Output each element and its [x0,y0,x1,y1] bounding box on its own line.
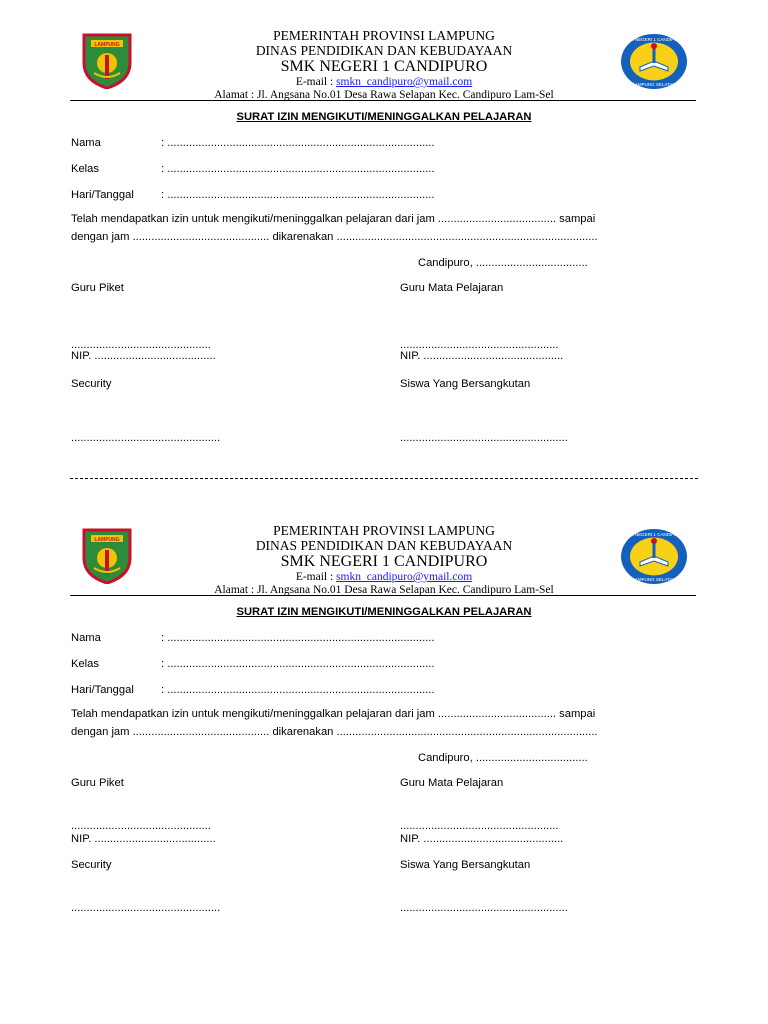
signature-line-guru-mapel: ................................................... [400,820,559,832]
svg-text:LAMPUNG: LAMPUNG [94,537,120,543]
siswa-label: Siswa Yang Bersangkutan [400,378,531,390]
signature-line-security: ................................................ [71,432,221,444]
school-name: SMK NEGERI 1 CANDIPURO [280,553,488,570]
field-label-kelas: Kelas [71,658,99,670]
address-line: Alamat : Jl. Angsana No.01 Desa Rawa Selapan Kec. Candipuro Lam-Sel [214,89,554,101]
nip-guru-mapel: NIP. ............................................. [400,350,564,362]
field-value-kelas: : ...................................................................................... [161,163,435,175]
form-title: SURAT IZIN MENGIKUTI/MENINGGALKAN PELAJARAN [236,111,532,123]
svg-text:SMK NEGERI 1 CANDIPURO: SMK NEGERI 1 CANDIPURO [623,532,685,537]
guru-mapel-label: Guru Mata Pelajaran [400,777,504,789]
form-title: SURAT IZIN MENGIKUTI/MENINGGALKAN PELAJARAN [236,606,532,618]
nip-guru-piket: NIP. ....................................... [71,833,216,845]
statement-line-2: dengan jam ............................................ dikarenakan .................................................................................... [71,231,598,243]
guru-piket-label: Guru Piket [71,282,124,294]
field-label-nama: Nama [71,137,101,149]
field-value-nama: : ...................................................................................... [161,632,435,644]
department-line: DINAS PENDIDIKAN DAN KEBUDAYAAN [255,538,513,553]
signature-line-guru-piket: ............................................. [71,820,211,832]
field-label-nama: Nama [71,632,101,644]
cut-line [70,478,698,479]
statement-line-1: Telah mendapatkan izin untuk mengikuti/meninggalkan pelajaran dari jam ...................................... sampai [71,708,596,720]
svg-text:LAMPUNG SELATAN: LAMPUNG SELATAN [632,82,676,87]
header-divider [70,100,696,101]
signature-line-siswa: ...................................................... [400,902,568,914]
department-line: DINAS PENDIDIKAN DAN KEBUDAYAAN [255,43,513,58]
email-label: E-mail : [295,76,337,88]
svg-text:LAMPUNG SELATAN: LAMPUNG SELATAN [632,577,676,582]
email-link[interactable]: smkn_candipuro@ymail.com [336,571,473,583]
nip-guru-piket: NIP. ....................................... [71,350,216,362]
field-label-hari-tanggal: Hari/Tanggal [71,189,134,201]
security-label: Security [71,859,112,871]
government-line: PEMERINTAH PROVINSI LAMPUNG [273,523,495,538]
nip-guru-mapel: NIP. ............................................. [400,833,564,845]
guru-piket-label: Guru Piket [71,777,124,789]
statement-line-2: dengan jam ............................................ dikarenakan .................................................................................... [71,726,598,738]
statement-line-1: Telah mendapatkan izin untuk mengikuti/meninggalkan pelajaran dari jam ...................................... sampai [71,213,596,225]
security-label: Security [71,378,112,390]
signature-line-security: ................................................ [71,902,221,914]
signature-line-guru-piket: ............................................. [71,339,211,351]
field-value-nama: : ...................................................................................... [161,137,435,149]
email-link[interactable]: smkn_candipuro@ymail.com [336,76,473,88]
guru-mapel-label: Guru Mata Pelajaran [400,282,504,294]
school-name: SMK NEGERI 1 CANDIPURO [280,58,488,75]
siswa-label: Siswa Yang Bersangkutan [400,859,531,871]
email-label: E-mail : [295,571,337,583]
place-date: Candipuro, .................................... [418,752,588,764]
field-label-kelas: Kelas [71,163,99,175]
address-line: Alamat : Jl. Angsana No.01 Desa Rawa Selapan Kec. Candipuro Lam-Sel [214,584,554,596]
school-logo-icon [620,528,688,585]
field-value-hari-tanggal: : ...................................................................................... [161,684,435,696]
header-divider [70,595,696,596]
school-logo-icon [620,33,688,90]
svg-text:SMK NEGERI 1 CANDIPURO: SMK NEGERI 1 CANDIPURO [623,37,685,42]
field-value-kelas: : ...................................................................................... [161,658,435,670]
place-date: Candipuro, .................................... [418,257,588,269]
svg-text:LAMPUNG: LAMPUNG [94,42,120,48]
signature-line-siswa: ...................................................... [400,432,568,444]
signature-line-guru-mapel: ................................................... [400,339,559,351]
field-label-hari-tanggal: Hari/Tanggal [71,684,134,696]
field-value-hari-tanggal: : ...................................................................................... [161,189,435,201]
government-line: PEMERINTAH PROVINSI LAMPUNG [273,28,495,43]
